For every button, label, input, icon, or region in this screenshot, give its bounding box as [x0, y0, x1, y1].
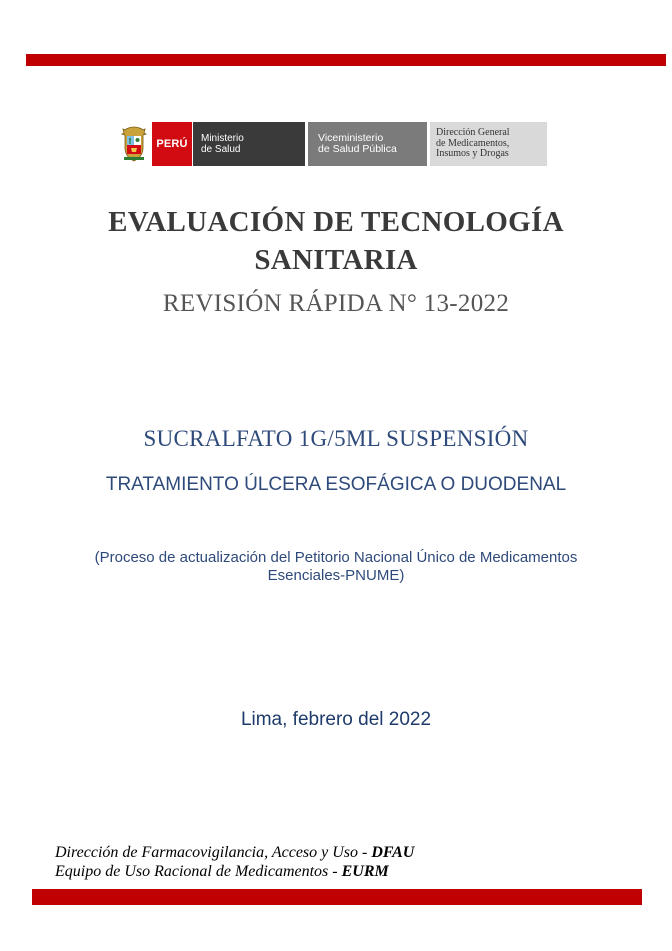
- footer-line-1: [55, 843, 414, 862]
- document-subtitle: REVISIÓN RÁPIDA N° 13-2022: [162, 290, 510, 317]
- footer-line-1-abbr: DFAU: [371, 844, 415, 861]
- title-line-1: EVALUACIÓN DE TECNOLOGÍA: [108, 206, 564, 238]
- logo-directorate-segment: Dirección General de Medicamentos, Insumos y Drogas: [430, 122, 547, 166]
- drug-name: SUCRALFATO 1G/5ML SUSPENSIÓN: [143, 426, 529, 451]
- logo-viceministry-segment: Viceministerio de Salud Pública: [308, 122, 427, 166]
- process-note: [0, 549, 672, 585]
- process-line-1: (Proceso de actualización del Petitorio Nacional Único de Medicamentos: [94, 549, 578, 566]
- document-title: [0, 203, 672, 279]
- treatment-indication: TRATAMIENTO ÚLCERA ESOFÁGICA O DUODENAL: [105, 474, 567, 495]
- bottom-red-bar: [32, 889, 642, 905]
- place-date: Lima, febrero del 2022: [240, 709, 432, 730]
- footer-line-2: [55, 862, 414, 881]
- footer-line-2-text: Equipo de Uso Racional de Medicamentos -: [55, 863, 342, 880]
- footer-line-2-abbr: EURM: [341, 863, 389, 880]
- process-line-2: Esenciales-PNUME): [267, 567, 405, 584]
- title-line-2: SANITARIA: [254, 244, 418, 276]
- footer-line-1-text: Dirección de Farmacovigilancia, Acceso y Uso -: [55, 844, 372, 861]
- ministry-logo: [116, 122, 547, 166]
- coat-of-arms-icon: [116, 122, 152, 166]
- logo-ministry-segment: Ministerio de Salud: [192, 122, 305, 166]
- footer-credits: [55, 843, 414, 881]
- logo-peru-segment: PERÚ: [152, 122, 192, 166]
- top-red-bar: [26, 54, 666, 66]
